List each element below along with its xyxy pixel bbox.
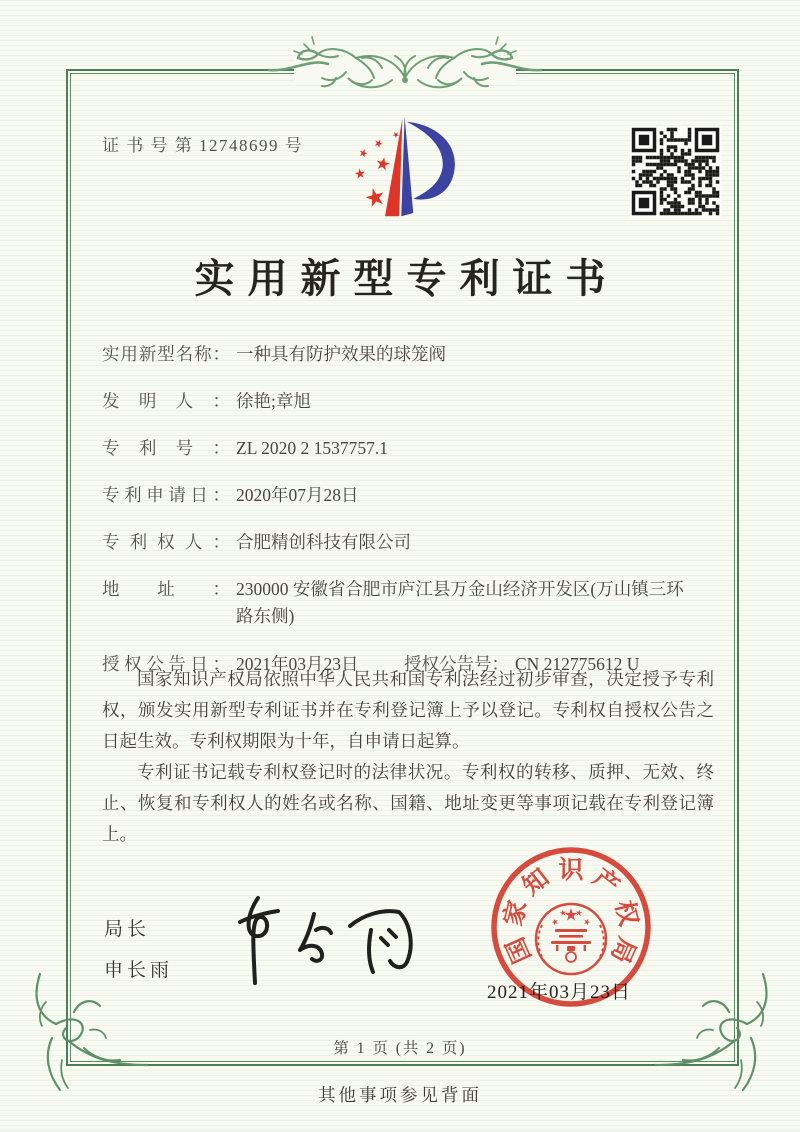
grant-date-label: 授权公告日： [102,654,230,674]
page-number: 第 1 页 (共 2 页) [333,1040,467,1057]
seal-char: 家 [500,897,533,929]
paragraph-register-statement: 专利证书记载专利权登记时的法律状况。专利权的转移、质押、无效、终止、恢复和专利权人的姓名或名称、国籍、地址变更等事项记载在专利登记簿上。 [102,762,714,844]
paragraph-grant-statement: 国家知识产权局依照中华人民共和国专利法经过初步审查，决定授予专利权，颁发实用新型专利证书并在专利登记簿上予以登记。专利权自授权公告之日起生效。专利权期限为十年，自申请日起算。 [102,669,714,751]
seal-char: 知 [518,864,555,901]
field-value: 徐艳;章旭 [236,391,311,411]
back-side-note: 其他事项参见背面 [318,1085,482,1105]
field-label: 专利号： [102,438,230,458]
field-address [102,576,706,630]
field-value: 一种具有防护效果的球笼阀 [236,344,446,364]
field-value: 2020年07月28日 [236,485,359,505]
field-value: 合肥精创科技有限公司 [236,532,411,552]
field-label: 发明人： [102,391,230,411]
seal-char: 局 [605,933,641,967]
officer-block [104,914,173,996]
field-label: 实用新型名称： [102,344,230,364]
field-label: 地址： [102,579,230,599]
field-patentee [102,529,706,555]
director-signature-icon [218,886,438,991]
field-utility-model-name [102,341,706,367]
field-filing-date [102,482,706,508]
officer-title: 局长 [104,919,151,940]
cnipa-logo-icon [350,112,470,226]
field-label: 专利权人： [102,532,230,552]
certificate-title: 实用新型专利证书 [194,256,619,301]
field-patent-number [102,435,706,461]
field-inventor [102,388,706,414]
certificate-number: 证 书 号 第 12748699 号 [102,136,304,155]
qr-code-icon [630,126,722,218]
bottom-right-flourish-icon [655,972,777,1094]
field-label: 专利申请日： [102,485,230,505]
field-value: 230000 安徽省合肥市庐江县万金山经济开发区(万山镇三环路东侧) [236,579,684,626]
seal-char: 国 [501,933,537,967]
seal-date: 2021年03月23日 [486,982,631,1003]
grant-date-value: 2021年03月23日 [236,654,359,674]
legal-text-block [102,664,714,850]
officer-name: 申长雨 [104,960,174,981]
field-value: ZL 2020 2 1537757.1 [236,438,388,458]
top-flourish-ornament-icon [268,28,542,102]
grant-number-value: CN 212775612 U [515,654,640,674]
grant-number-label: 授权公告号： [404,654,509,674]
cnipa-red-seal-icon [485,841,657,1013]
seal-char: 权 [609,897,642,929]
seal-char: 识 [558,857,584,884]
seal-char: 产 [587,864,624,901]
fields-block [102,341,706,677]
